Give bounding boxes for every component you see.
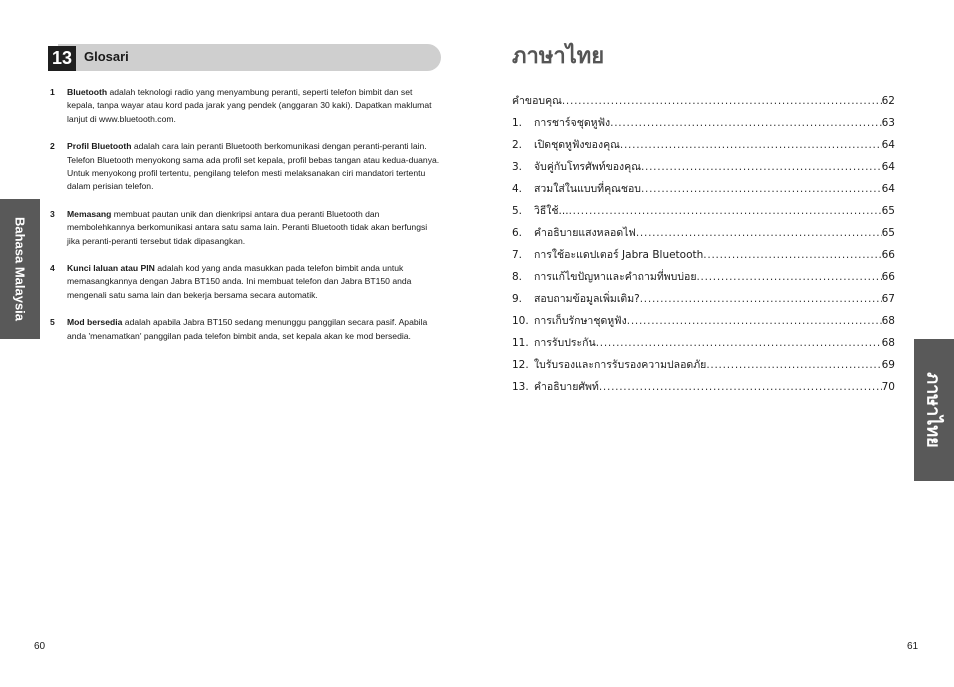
language-tab-label: Bahasa Malaysia [12, 216, 28, 322]
toc-label: คำอธิบายศัพท์ [534, 381, 599, 393]
language-tab-bahasa-malaysia[interactable] [0, 199, 40, 339]
page-title: ภาษาไทย [512, 44, 605, 69]
right-page [477, 0, 954, 687]
glossary-item-number: 1 [50, 87, 55, 97]
toc-row[interactable] [512, 354, 895, 376]
toc-page: 70 [881, 381, 895, 393]
toc-page: 66 [881, 271, 895, 283]
glossary-term: Kunci laluan atau PIN [67, 263, 155, 274]
toc-page: 68 [881, 337, 895, 349]
glossary-item-number: 4 [50, 263, 55, 274]
toc-label: คำขอบคุณ [512, 95, 562, 107]
section-title: Glosari [84, 49, 129, 64]
toc-page: 67 [881, 293, 895, 305]
table-of-contents [512, 90, 895, 398]
toc-label: การเก็บรักษาชุดหูฟัง [534, 315, 627, 327]
toc-leader-dots [627, 310, 882, 332]
toc-number: 13. [512, 381, 529, 393]
toc-leader-dots [562, 90, 882, 112]
glossary-item [50, 262, 442, 302]
toc-row[interactable] [512, 134, 895, 156]
section-header [48, 44, 441, 72]
toc-leader-dots [706, 354, 881, 376]
glossary-item [50, 316, 442, 343]
toc-page: 64 [881, 139, 895, 151]
toc-number: 5. [512, 205, 523, 217]
glossary-definition: adalah teknologi radio yang menyambung peranti, seperti telefon bimbit dan set kepala, tanpa wayar atau kord pada jarak yang pendek (anggaran 30 kaki). Dapatkan maklumat lanjut di www.bluetooth.com. [67, 87, 432, 124]
glossary-item [50, 86, 442, 126]
toc-number: 8. [512, 271, 523, 283]
glossary-item-number: 5 [50, 317, 55, 328]
toc-leader-dots [596, 332, 882, 354]
toc-row[interactable] [512, 376, 895, 398]
toc-number: 9. [512, 293, 523, 305]
toc-leader-dots [610, 112, 881, 134]
toc-number: 7. [512, 249, 523, 261]
toc-number: 1. [512, 117, 523, 129]
toc-number: 3. [512, 161, 523, 173]
glossary-definition: adalah cara lain peranti Bluetooth berkomunikasi dengan peranti-peranti lain. Telefon Bluetooth menyokong sama ada profil set kepala, profil bebas tangan atau kedua-duanya. Untuk menyokong profil tertentu, pengilang telefon mesti melaksanakan ciri mandatori tertentu dalam perisian telefon. [67, 141, 440, 192]
toc-row[interactable] [512, 310, 895, 332]
toc-number: 2. [512, 139, 523, 151]
toc-row[interactable] [512, 112, 895, 134]
toc-leader-dots [620, 134, 882, 156]
glossary-definition: membuat pautan unik dan dienkripsi antara dua peranti Bluetooth dan membolehkannya berkomunikasi antara satu sama lain. Peranti Bluetooth tidak akan berfungsi jika peranti-peranti tersebut tidak dipasangkan. [67, 208, 428, 246]
glossary-definition: adalah apabila Jabra BT150 sedang menunggu panggilan secara pasif. Apabila anda 'menamatkan' panggilan pada telefon bimbit anda, set kepala akan ke mod bersedia. [67, 317, 428, 341]
toc-row[interactable] [512, 178, 895, 200]
toc-page: 68 [881, 315, 895, 327]
toc-label: สอบถามข้อมูลเพิ่มเติม? [534, 293, 640, 305]
toc-label: วิธีใช้... [534, 205, 569, 217]
toc-row[interactable] [512, 200, 895, 222]
toc-page: 62 [881, 95, 895, 107]
glossary-item-number: 3 [50, 208, 55, 219]
toc-number: 6. [512, 227, 523, 239]
glossary-term: Mod bersedia [67, 317, 123, 328]
toc-page: 64 [881, 161, 895, 173]
toc-row[interactable] [512, 156, 895, 178]
toc-page: 66 [881, 249, 895, 261]
glossary-definition: adalah kod yang anda masukkan pada telefon bimbit anda untuk memasangkannya dengan Jabra BT150 anda. Ini membuat telefon dan Jabra BT150 anda mengenali satu sama lain dan bekerja bersama secara automatik. [67, 263, 412, 300]
toc-number: 10. [512, 315, 529, 327]
toc-label: เปิดชุดหูฟังของคุณ [534, 139, 620, 151]
toc-leader-dots [696, 266, 881, 288]
toc-number: 11. [512, 337, 529, 349]
toc-label: การชาร์จชุดหูฟัง [534, 117, 611, 129]
glossary-item [50, 140, 442, 194]
glossary-term: Profil Bluetooth [67, 141, 132, 152]
toc-page: 65 [881, 205, 895, 217]
toc-leader-dots [640, 288, 882, 310]
toc-leader-dots [569, 200, 882, 222]
toc-page: 65 [881, 227, 895, 239]
toc-label: จับคู่กับโทรศัพท์ของคุณ [534, 161, 641, 173]
toc-label: การรับประกัน [534, 337, 596, 349]
toc-leader-dots [641, 178, 882, 200]
toc-row[interactable] [512, 90, 895, 112]
glossary-term: Memasang [67, 208, 112, 219]
toc-page: 69 [881, 359, 895, 371]
toc-label: ใบรับรองและการรับรองความปลอดภัย [534, 359, 707, 371]
toc-row[interactable] [512, 266, 895, 288]
section-number: 13 [48, 46, 76, 71]
toc-row[interactable] [512, 288, 895, 310]
glossary-term: Bluetooth [67, 87, 108, 97]
toc-label: สวมใส่ในแบบที่คุณชอบ [534, 183, 641, 195]
toc-row[interactable] [512, 222, 895, 244]
toc-leader-dots [636, 222, 882, 244]
language-tab-thai[interactable] [914, 339, 954, 481]
toc-page: 64 [881, 183, 895, 195]
page-number-left: 60 [34, 641, 46, 652]
toc-label: การแก้ไขปัญหาและคำถามที่พบบ่อย [534, 271, 697, 283]
glossary-item [50, 208, 442, 248]
toc-label: การใช้อะแดปเตอร์ Jabra Bluetooth [534, 249, 704, 261]
page-number-right: 61 [907, 641, 919, 652]
toc-row[interactable] [512, 244, 895, 266]
toc-number: 4. [512, 183, 523, 195]
toc-leader-dots [703, 244, 881, 266]
toc-number: 12. [512, 359, 529, 371]
glossary-item-number: 2 [50, 141, 55, 152]
toc-leader-dots [641, 156, 882, 178]
toc-leader-dots [599, 376, 882, 398]
language-tab-label: ภาษาไทย [922, 372, 944, 448]
glossary-list [50, 86, 442, 357]
toc-row[interactable] [512, 332, 895, 354]
toc-label: คำอธิบายแสงหลอดไฟ [534, 227, 636, 239]
toc-page: 63 [881, 117, 895, 129]
